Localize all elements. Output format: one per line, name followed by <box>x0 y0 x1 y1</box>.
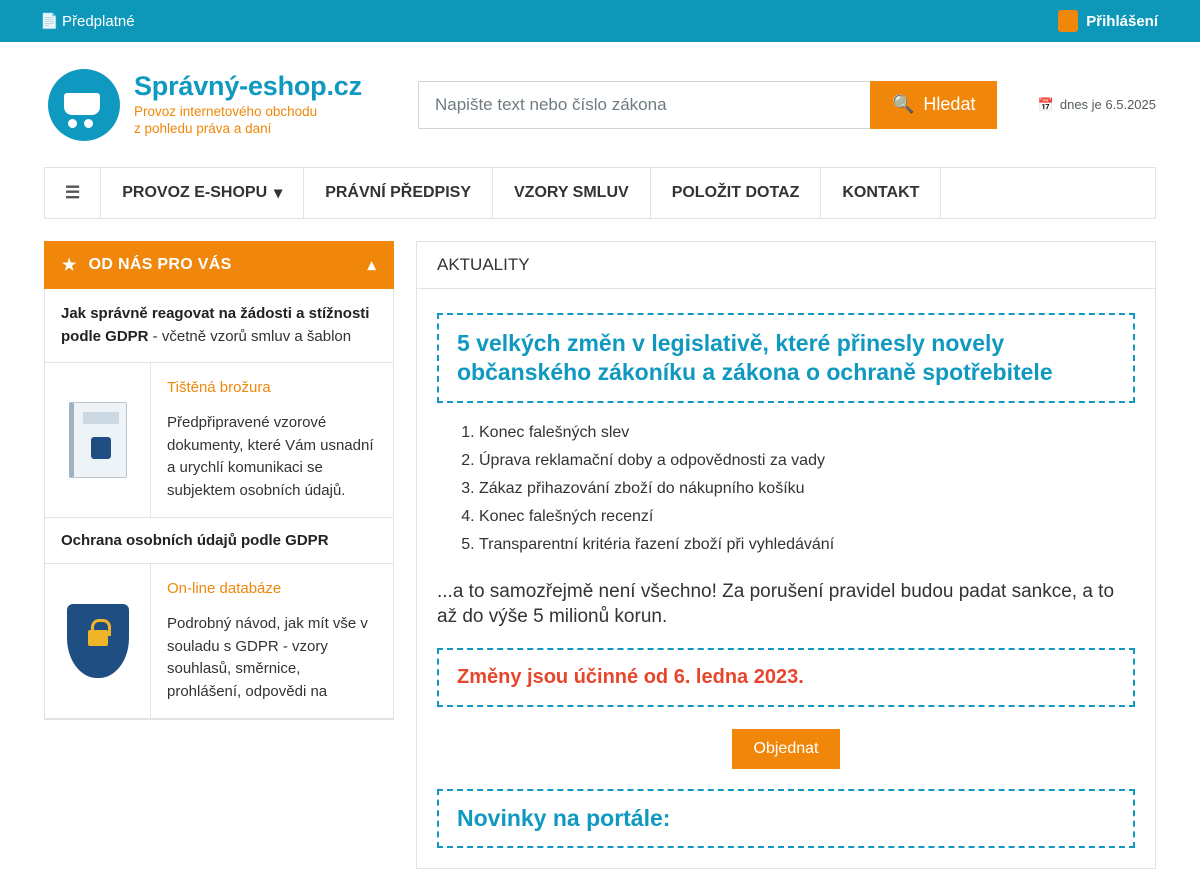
search-bar <box>418 81 997 129</box>
list-item-title[interactable]: Tištěná brožura <box>167 379 271 396</box>
calendar-icon: 📅 <box>1037 96 1054 112</box>
list-item-title[interactable]: On-line databáze <box>167 579 282 597</box>
search-button-label: Hledat <box>923 94 976 114</box>
effective-date-notice: Změny jsou účinné od 6. ledna 2023. <box>437 648 1135 707</box>
sidebar-header[interactable] <box>44 241 394 289</box>
sidebar-section-title: Ochrana osobních údajů podle GDPR <box>45 518 393 564</box>
current-date <box>1038 97 1156 113</box>
login-link[interactable] <box>1058 10 1158 32</box>
search-input[interactable] <box>418 81 870 129</box>
sidebar-intro-rest: - včetně vzorů smluv a šablon <box>148 327 352 345</box>
list-item-text: Podrobný návod, jak mít vše v souladu s GDPR - vzory souhlasů, směrnice, prohlášení, odpovědi na <box>167 614 368 701</box>
document-icon: 📄 <box>40 13 59 30</box>
chevron-down-icon: ▾ <box>274 185 283 202</box>
nav-item-kontakt[interactable] <box>821 168 941 218</box>
login-label: Přihlášení <box>1086 12 1158 30</box>
nav-label: PRÁVNÍ PŘEDPISY <box>325 184 471 201</box>
nav-item-vzory-smluv[interactable] <box>493 168 651 218</box>
list-item: 4. Konec falešných recenzí <box>479 505 1135 529</box>
main-panel-title: AKTUALITY <box>416 241 1156 289</box>
list-item: 1. Konec falešných slev <box>479 421 1135 445</box>
sidebar <box>44 241 394 869</box>
user-badge-icon <box>1058 10 1078 32</box>
news-box <box>437 789 1135 848</box>
site-header <box>0 42 1200 167</box>
sidebar-intro <box>45 289 393 363</box>
sidebar-intro-strong: Jak správně reagovat na žádosti a stížnosti podle GDPR <box>61 305 370 345</box>
headline-box <box>437 313 1135 403</box>
sidebar-title: OD NÁS PRO VÁS <box>88 256 232 273</box>
subscription-label: Předplatné <box>62 12 135 30</box>
shield-lock-icon <box>45 564 151 718</box>
main-navigation <box>44 167 1156 219</box>
page-content <box>0 219 1200 869</box>
tagline-line-2: z pohledu práva a daní <box>134 121 272 137</box>
list-item: 2. Úprava reklamační doby a odpovědnosti za vady <box>479 449 1135 473</box>
nav-item-pravni-predpisy[interactable] <box>304 168 493 218</box>
search-button[interactable] <box>870 81 997 129</box>
main-panel <box>416 241 1156 869</box>
sidebar-body <box>44 289 394 720</box>
site-logo[interactable] <box>48 69 378 141</box>
nav-item-polozit-dotaz[interactable] <box>651 168 822 218</box>
brand-name: Správný-eshop.cz <box>134 70 362 101</box>
nav-label: PROVOZ E-SHOPU <box>122 184 268 201</box>
order-button-wrap <box>437 729 1135 769</box>
list-item-text: Předpřipravené vzorové dokumenty, které Vám usnadní a urychlí komunikaci se subjektem osobních údajů. <box>167 413 374 500</box>
tagline-line-1: Provoz internetového obchodu <box>134 103 318 119</box>
home-icon: ☰ <box>65 183 81 202</box>
order-button[interactable]: Objednat <box>732 729 841 769</box>
list-item[interactable] <box>45 363 393 518</box>
date-text: dnes je 6.5.2025 <box>1059 97 1156 112</box>
nav-label: VZORY SMLUV <box>514 184 629 201</box>
nav-label: POLOŽIT DOTAZ <box>671 184 800 201</box>
nav-item-provoz-e-shopu[interactable] <box>101 168 304 218</box>
search-icon: 🔍 <box>892 94 915 114</box>
news-heading: Novinky na portále: <box>457 804 671 831</box>
main-panel-body <box>416 289 1156 869</box>
headline[interactable]: 5 velkých změn v legislativě, které přinesly novely občanského zákoníku a zákona o ochraně spotřebitele <box>457 330 1053 386</box>
shopping-cart-logo-icon <box>48 69 120 141</box>
nav-label: KONTAKT <box>842 184 920 201</box>
list-item: 5. Transparentní kritéria řazení zboží při vyhledávání <box>479 533 1135 557</box>
brochure-icon <box>45 363 151 517</box>
gift-icon: ★ <box>62 257 77 274</box>
summary-paragraph: ...a to samozřejmě není všechno! Za porušení pravidel budou padat sankce, a to až do výše 5 milionů korun. <box>437 581 1115 628</box>
subscription-link[interactable] <box>40 12 135 30</box>
list-item: 3. Zákaz přihazování zboží do nákupního košíku <box>479 477 1135 501</box>
nav-item-home[interactable] <box>45 168 101 218</box>
nav-spacer <box>941 168 1155 218</box>
changes-list <box>437 421 1135 557</box>
chevron-up-icon[interactable]: ▴ <box>367 257 376 274</box>
top-bar <box>0 0 1200 42</box>
list-item[interactable] <box>45 564 393 719</box>
